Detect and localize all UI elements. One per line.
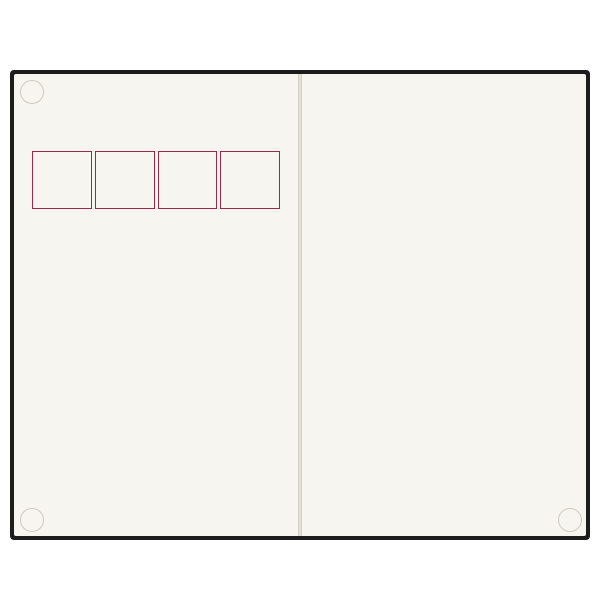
page-corner-mark: [558, 508, 582, 532]
page-corner-mark: [20, 508, 44, 532]
distance-table: [396, 150, 584, 480]
operator-box: [32, 151, 92, 209]
book-spine: [298, 74, 302, 536]
plate-codes-legend: [322, 148, 392, 151]
operator-box: [220, 151, 280, 209]
left-page: [14, 74, 298, 536]
page-corner-mark: [20, 80, 44, 104]
operator-box: [158, 151, 218, 209]
operator-box: [95, 151, 155, 209]
mobile-operators: [32, 151, 280, 209]
